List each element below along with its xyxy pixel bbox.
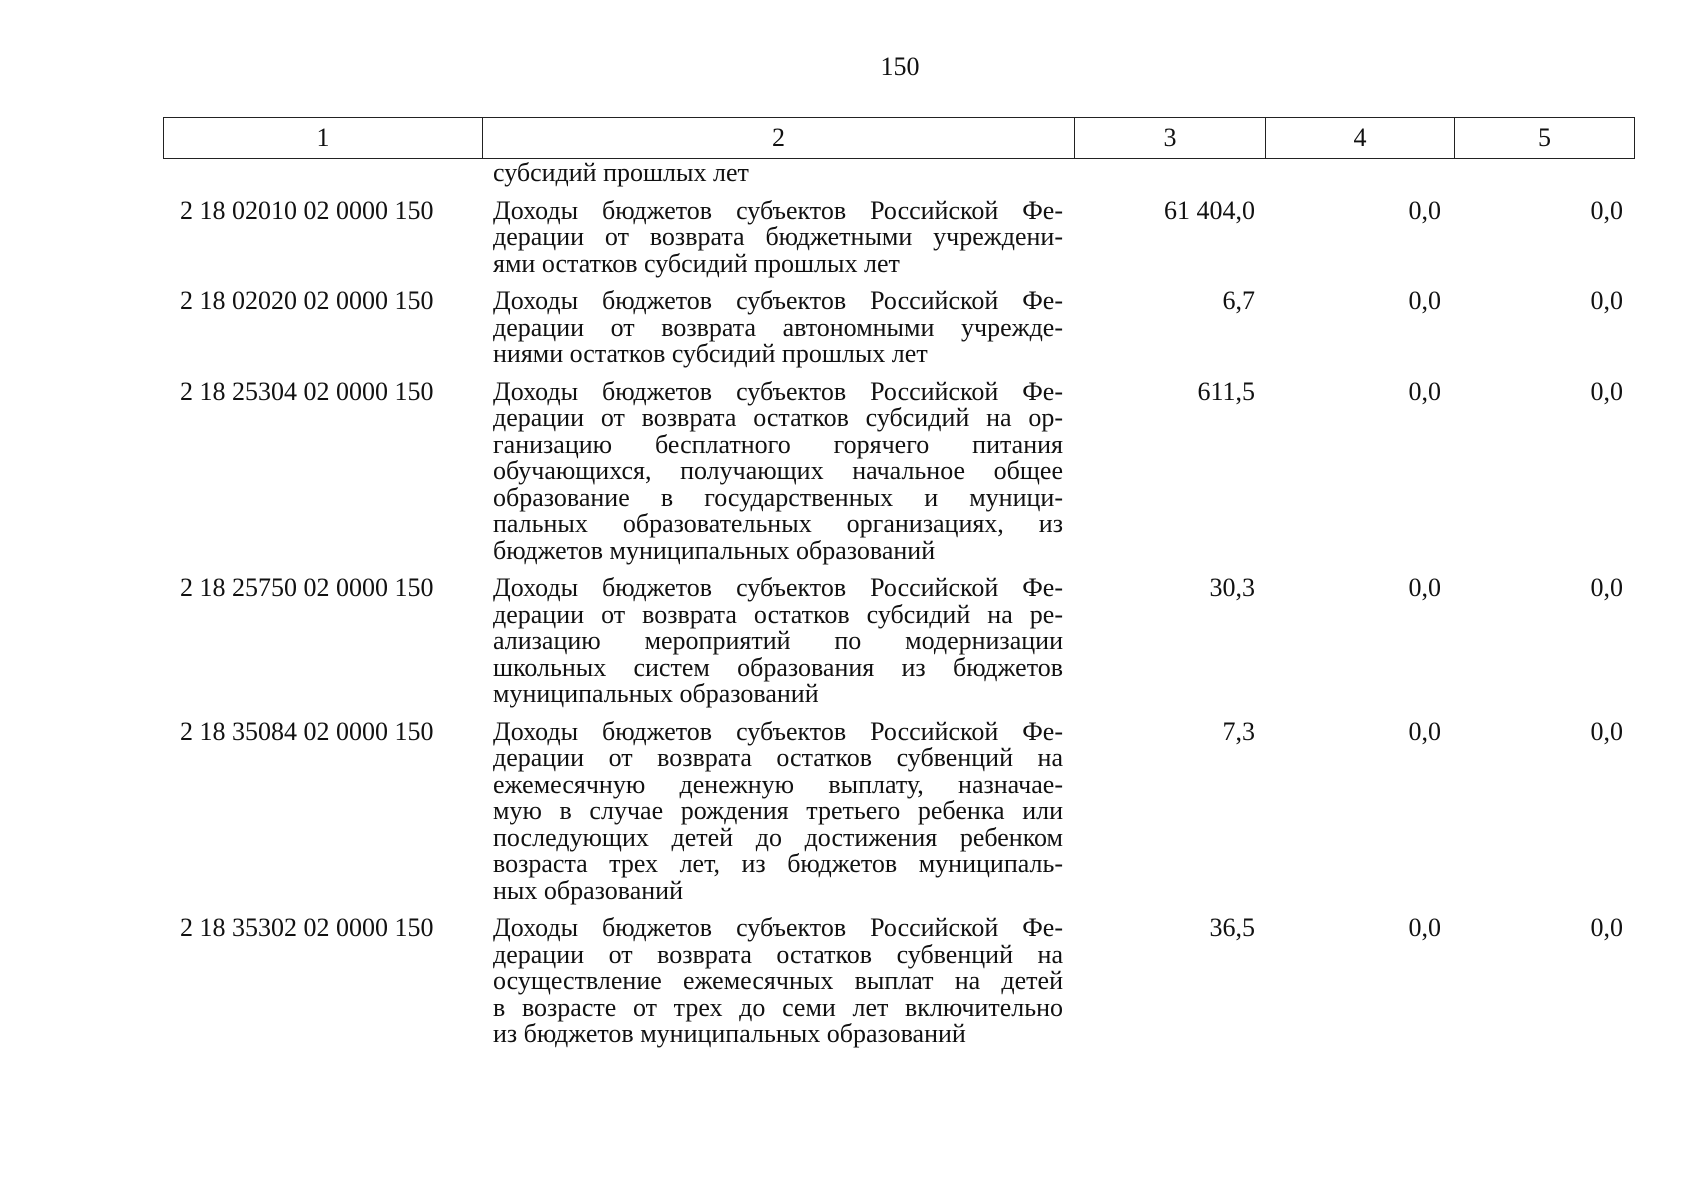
page-number: 150: [880, 52, 920, 81]
amount-col3: 36,5: [1209, 913, 1255, 942]
description-line: субсидий прошлых лет: [493, 158, 749, 187]
table-rows: [163, 195, 1634, 1048]
income-description: [482, 195, 1074, 278]
amount-col3: 30,3: [1209, 573, 1255, 602]
description-line: дерации от возврата остатков субвенций на: [493, 743, 1063, 772]
table-row: [163, 575, 1634, 708]
amount-col4: 0,0: [1408, 195, 1441, 225]
description-line: дерации от возврата остатков субвенций на: [493, 939, 1063, 969]
budget-code: 2 18 02020 02 0000 150: [180, 286, 434, 315]
description-line: мую в случае рождения третьего ребенка или: [493, 796, 1063, 825]
description-line: ниями остатков субсидий прошлых лет: [493, 339, 928, 368]
description-line: школьных систем образования из бюджетов: [493, 652, 1063, 682]
amount-col5: 0,0: [1590, 286, 1623, 315]
amount-col5: 0,0: [1590, 913, 1623, 942]
amount-col4: 0,0: [1408, 913, 1441, 942]
table-row: [163, 288, 1634, 368]
budget-code: 2 18 25750 02 0000 150: [180, 573, 434, 602]
amount-col4: 0,0: [1408, 376, 1441, 406]
column-header-4: 4: [1266, 118, 1455, 159]
description-line: Доходы бюджетов субъектов Российской Фе-: [493, 573, 1063, 602]
income-description: [482, 288, 1074, 368]
table-row: [163, 376, 1634, 565]
description-line: последующих детей до достижения ребенком: [493, 822, 1063, 852]
amount-col4: 0,0: [1408, 716, 1441, 746]
description-line: Доходы бюджетов субъектов Российской Фе-: [493, 716, 1063, 746]
budget-code: 2 18 25304 02 0000 150: [180, 376, 434, 406]
income-description: [482, 376, 1074, 565]
description-line: дерации от возврата автономными учрежде-: [493, 312, 1063, 342]
description-line: ежемесячную денежную выплату, назначае-: [493, 769, 1063, 799]
continuation-row: [163, 160, 1634, 187]
amount-col4: 0,0: [1408, 286, 1441, 315]
description-line: из бюджетов муниципальных образований: [493, 1019, 966, 1048]
income-description: [482, 915, 1074, 1048]
column-header-3: 3: [1075, 118, 1266, 159]
amount-col5: 0,0: [1590, 195, 1623, 225]
column-header-row: [164, 118, 1635, 159]
description-line: ями остатков субсидий прошлых лет: [493, 248, 900, 278]
description-line: муниципальных образований: [493, 679, 819, 708]
column-header-1: 1: [164, 118, 483, 159]
description-line: возраста трех лет, из бюджетов муниципаль-: [493, 849, 1063, 878]
description-line: обучающихся, получающих начальное общее: [493, 456, 1063, 485]
description-line: пальных образовательных организациях, из: [493, 509, 1063, 538]
description-line: дерации от возврата остатков субсидий на ор-: [493, 403, 1063, 432]
description-line: ганизацию бесплатного горячего питания: [493, 429, 1063, 459]
table-row: [163, 195, 1634, 278]
table-body: [163, 160, 1634, 1059]
amount-col3: 6,7: [1222, 286, 1255, 315]
description-line: ализацию мероприятий по модернизации: [493, 626, 1063, 655]
amount-col3: 7,3: [1222, 716, 1255, 746]
column-header-2: 2: [483, 118, 1075, 159]
budget-code: 2 18 35084 02 0000 150: [180, 716, 434, 746]
description-line: в возрасте от трех до семи лет включительно: [493, 992, 1063, 1022]
description-line: бюджетов муниципальных образований: [493, 535, 936, 565]
table-row: [163, 915, 1634, 1048]
description-line: образование в государственных и муници-: [493, 482, 1063, 512]
column-header-table: [163, 117, 1635, 159]
amount-col3: 611,5: [1197, 376, 1255, 406]
description-line: Доходы бюджетов субъектов Российской Фе-: [493, 286, 1063, 315]
amount-col5: 0,0: [1590, 716, 1623, 746]
income-description: [482, 575, 1074, 708]
description-line: Доходы бюджетов субъектов Российской Фе-: [493, 195, 1063, 225]
table-row: [163, 716, 1634, 905]
budget-code: 2 18 02010 02 0000 150: [180, 195, 434, 225]
description-line: дерации от возврата бюджетными учреждени-: [493, 222, 1063, 251]
amount-col5: 0,0: [1590, 376, 1623, 406]
income-description: [482, 716, 1074, 905]
description-line: ных образований: [493, 875, 683, 905]
column-header-5: 5: [1455, 118, 1635, 159]
description-line: Доходы бюджетов субъектов Российской Фе-: [493, 913, 1063, 942]
amount-col5: 0,0: [1590, 573, 1623, 602]
description-line: дерации от возврата остатков субсидий на ре-: [493, 599, 1063, 629]
description-line: осуществление ежемесячных выплат на детей: [493, 966, 1063, 995]
description-line: Доходы бюджетов субъектов Российской Фе-: [493, 376, 1063, 406]
amount-col3: 61 404,0: [1164, 195, 1255, 225]
continuation-description: [482, 160, 1074, 187]
amount-col4: 0,0: [1408, 573, 1441, 602]
budget-code: 2 18 35302 02 0000 150: [180, 913, 434, 942]
